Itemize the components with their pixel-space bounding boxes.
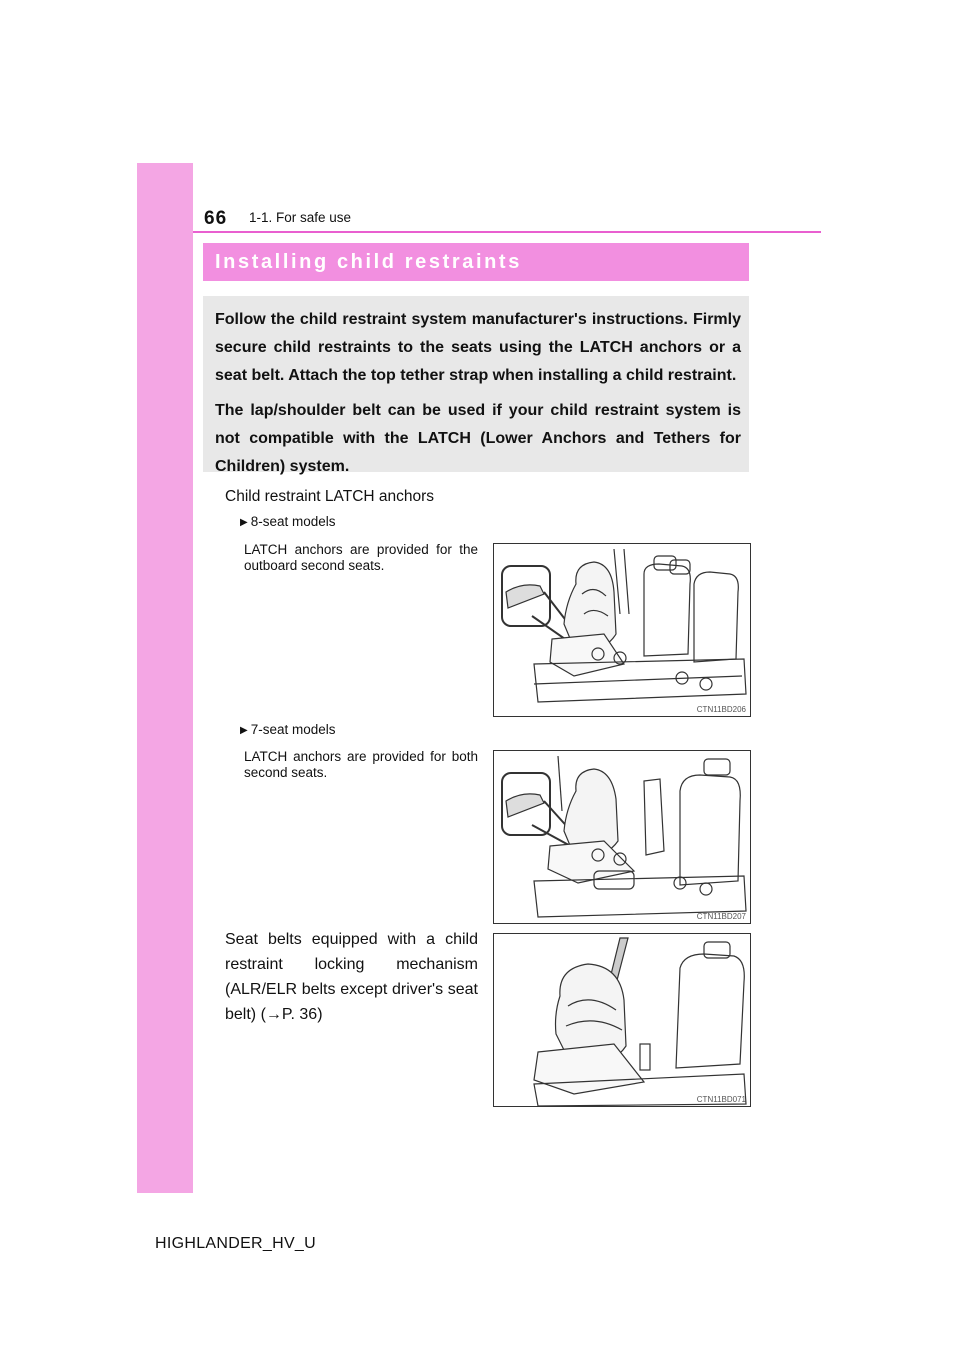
intro-box — [203, 296, 749, 475]
seat-illustration-8 — [494, 544, 750, 716]
chapter-side-tab — [137, 163, 193, 1193]
section-title: Installing child restraints — [215, 251, 522, 273]
model-label-8-seat — [240, 514, 336, 529]
figure-8-seat-latch — [493, 543, 751, 717]
footer-model-code: HIGHLANDER_HV_U — [155, 1235, 316, 1252]
figure-code: CTN11BD206 — [696, 705, 746, 714]
seatbelt-description: Seat belts equipped with a child restraint locking mechanism (ALR/ELR belts except driver's seat belt) (→P. 36) — [225, 931, 478, 1023]
model-label-text: 7-seat models — [250, 722, 336, 737]
figure-seatbelt-install — [493, 933, 751, 1107]
latch-anchors-heading: Child restraint LATCH anchors — [225, 488, 435, 505]
seat-illustration-7 — [494, 751, 750, 923]
figure-7-seat-latch — [493, 750, 751, 924]
model-description-8-seat: LATCH anchors are provided for the outboard second seats. — [244, 542, 478, 573]
intro-paragraph-1: Follow the child restraint system manufacturer's instructions. Firmly secure child restraints to the seats using the LATCH anchors or a seat belt. Attach the top tether strap when installing a child restraint. — [215, 311, 741, 384]
model-description-7-seat: LATCH anchors are provided for both second seats. — [244, 749, 478, 780]
intro-paragraph-2: The lap/shoulder belt can be used if your child restraint system is not compatible with the LATCH (Lower Anchors and Tethers for Children) system. — [215, 402, 741, 475]
section-title-bar — [203, 243, 749, 281]
seatbelt-illustration — [494, 934, 750, 1106]
page-number: 66 — [204, 208, 228, 229]
figure-code: CTN11BD207 — [696, 912, 746, 921]
header-rule — [193, 231, 821, 233]
triangle-right-icon: ▶ — [240, 725, 248, 736]
triangle-right-icon: ▶ — [240, 517, 248, 528]
figure-code: CTN11BD071 — [696, 1095, 746, 1104]
model-label-7-seat — [240, 722, 336, 737]
section-label: 1-1. For safe use — [249, 210, 352, 225]
model-label-text: 8-seat models — [250, 514, 336, 529]
